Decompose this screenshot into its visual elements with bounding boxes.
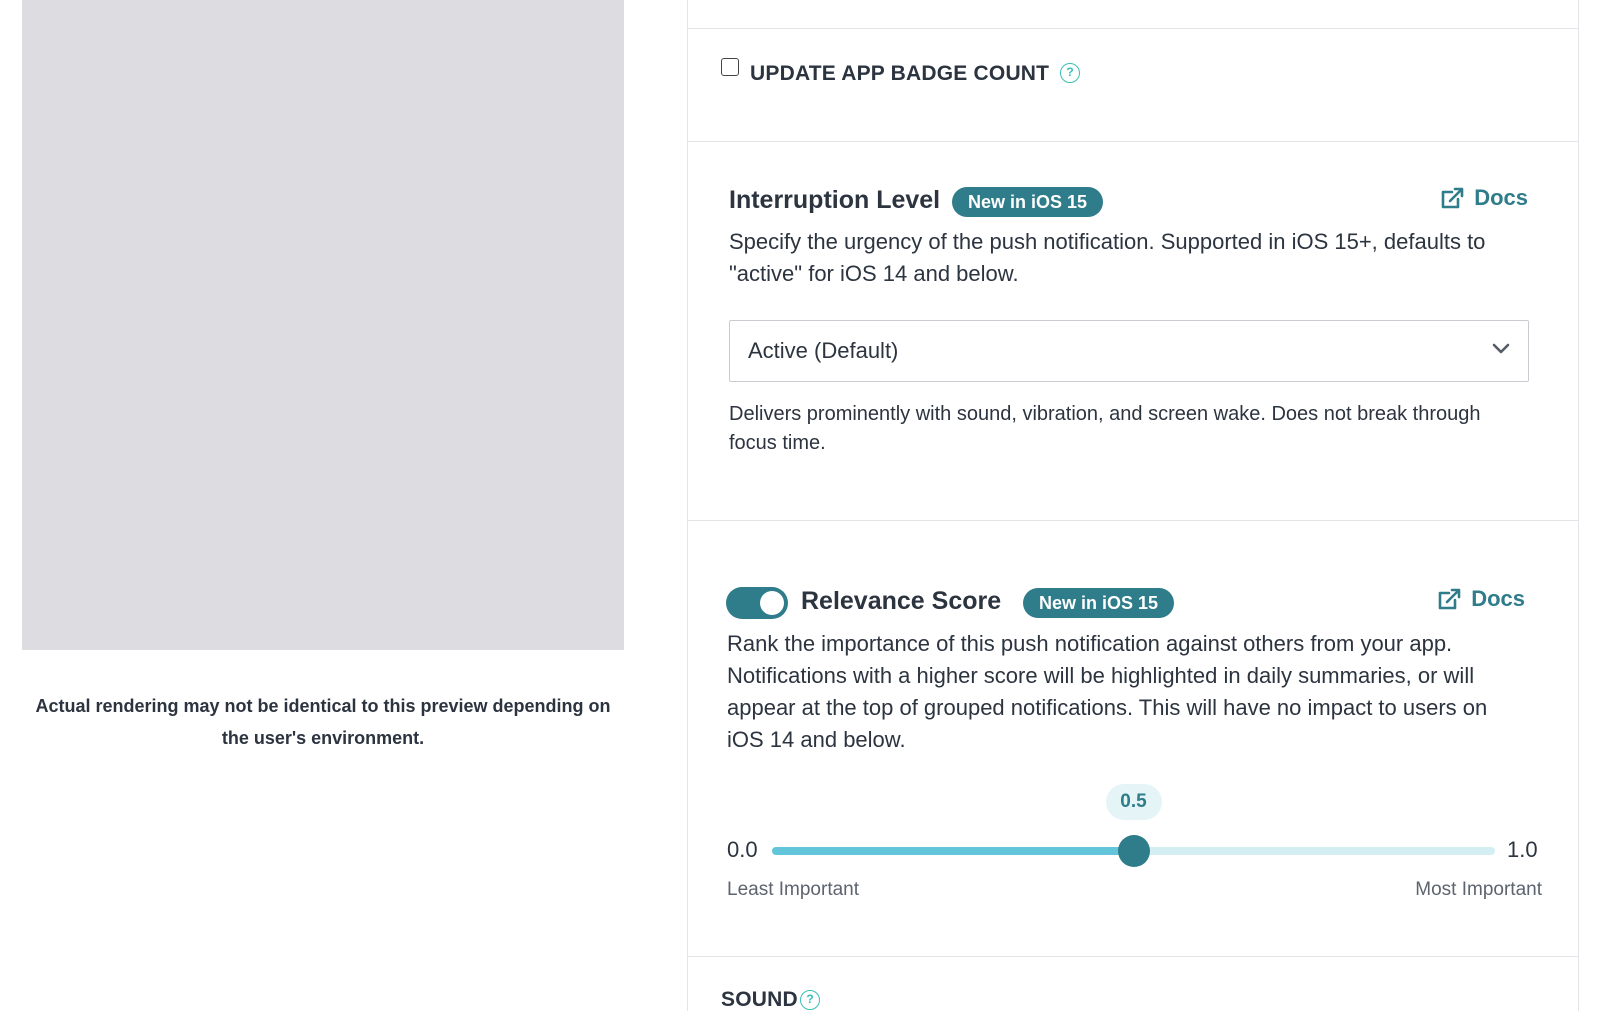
badge-count-label: UPDATE APP BADGE COUNT bbox=[750, 62, 1050, 85]
slider-min-caption: Least Important bbox=[727, 879, 860, 900]
relevance-score-description: Rank the importance of this push notification against others from your app. Notifications with a higher score will be highlighted in daily summaries, or will appear at the top of grouped notifications. This will have no impact to users on iOS 14 and below. bbox=[727, 631, 1488, 752]
relevance-docs-link[interactable] bbox=[1437, 586, 1525, 612]
preview-disclaimer: Actual rendering may not be identical to this preview depending on the user's environment. bbox=[35, 696, 611, 748]
question-icon[interactable]: ? bbox=[800, 990, 820, 1010]
interruption-level-select[interactable] bbox=[729, 320, 1529, 382]
badge-count-section bbox=[688, 29, 1578, 142]
slider-max-caption: Most Important bbox=[1415, 879, 1542, 900]
interruption-level-description: Specify the urgency of the push notification. Supported in iOS 15+, defaults to "active" for iOS 14 and below. bbox=[729, 229, 1486, 286]
new-in-ios15-badge: New in iOS 15 bbox=[952, 187, 1103, 217]
previous-section-end bbox=[688, 0, 1578, 29]
new-in-ios15-badge: New in iOS 15 bbox=[1023, 588, 1174, 618]
interruption-level-section bbox=[688, 142, 1578, 521]
relevance-slider-thumb[interactable] bbox=[1118, 835, 1150, 867]
relevance-score-toggle[interactable] bbox=[726, 587, 788, 619]
slider-min-value: 0.0 bbox=[727, 837, 758, 862]
notification-settings-panel bbox=[687, 0, 1579, 1011]
question-icon[interactable]: ? bbox=[1060, 63, 1080, 83]
slider-max-value: 1.0 bbox=[1507, 837, 1538, 862]
external-link-icon bbox=[1440, 186, 1466, 210]
external-link-icon bbox=[1437, 587, 1463, 611]
interruption-level-help: Delivers prominently with sound, vibration, and screen wake. Does not break through focus time. bbox=[729, 403, 1481, 454]
interruption-docs-link[interactable] bbox=[1440, 185, 1528, 211]
chevron-down-icon bbox=[1492, 343, 1510, 355]
docs-label[interactable]: Docs bbox=[1474, 185, 1528, 210]
badge-count-checkbox[interactable] bbox=[721, 58, 739, 76]
relevance-score-title: Relevance Score bbox=[801, 587, 1002, 615]
docs-label[interactable]: Docs bbox=[1471, 586, 1525, 611]
relevance-slider-fill bbox=[772, 847, 1134, 855]
relevance-slider-track[interactable] bbox=[772, 847, 1495, 855]
toggle-knob bbox=[760, 591, 784, 615]
notification-preview bbox=[22, 0, 624, 650]
interruption-level-title: Interruption Level bbox=[729, 186, 941, 214]
interruption-level-value: Active (Default) bbox=[748, 338, 899, 363]
sound-label: SOUND bbox=[721, 988, 798, 1011]
slider-value-bubble: 0.5 bbox=[1106, 784, 1162, 820]
relevance-score-section bbox=[688, 521, 1578, 957]
